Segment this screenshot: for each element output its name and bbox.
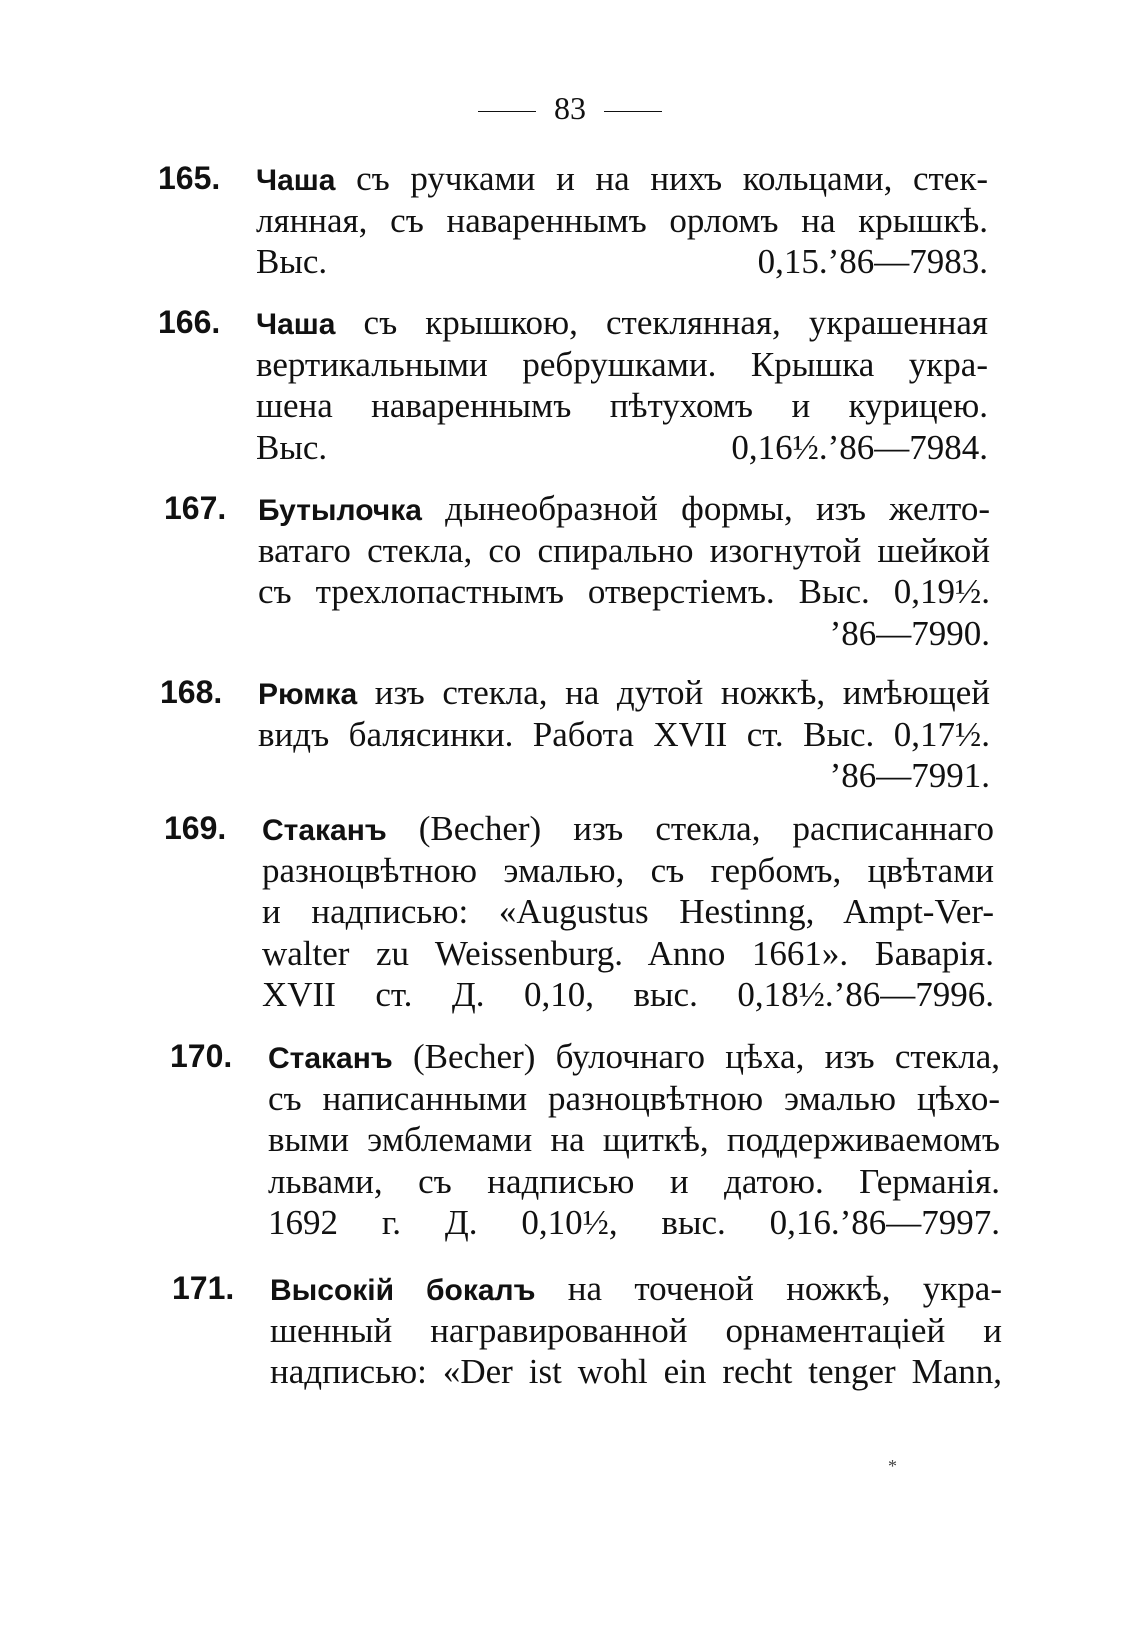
header-rule-right bbox=[604, 111, 662, 112]
entry-text: Высокій бокалъ на точеной ножкѣ, укра- шенный награвированной орнаментаціей и надписью: «Der ist wohl ein recht tenger Mann, bbox=[270, 1269, 1002, 1391]
entry-title: Высокій бокалъ bbox=[270, 1274, 536, 1307]
entry-number: 167. bbox=[164, 490, 227, 526]
entry-number: 168. bbox=[160, 674, 223, 710]
entry-text: Стаканъ (Becher) изъ стекла, расписаннаго разноцвѣтною эмалью, съ гербомъ, цвѣтами и надписью: «Augustus Hestinng, Ampt-Ver- walter zu Weissenburg. Anno 1661». Баварія. XVII ст. Д. 0,10, выс. 0,18½.’86—7996. bbox=[262, 809, 994, 1014]
entry-title: Стаканъ bbox=[262, 814, 387, 847]
inventory-number: ’86—7997. bbox=[839, 1203, 1000, 1242]
measure: Выс. 0,16½. bbox=[256, 427, 828, 467]
entry-number: 170. bbox=[170, 1038, 233, 1074]
entry-text: Бутылочка дынеобразной формы, изъ желто- ватаго стекла, со спирально изогнутой шейкой съ трехлопастнымъ отверстіемъ. Выс. 0,19½. ’86—7990. bbox=[258, 489, 990, 653]
measure: XVII ст. Д. 0,10, выс. 0,18½. bbox=[262, 975, 834, 1014]
page-header bbox=[0, 88, 1140, 128]
entry-text: Стаканъ (Becher) булочнаго цѣха, изъ стекла, съ написанными разноцвѣтною эмалью цѣхо- выми эмблемами на щиткѣ, поддерживаемомъ львами, съ надписью и датою. Германія. 1692 г. Д. 0,10½, выс. 0,16.’86—7997. bbox=[268, 1037, 1000, 1242]
entry-title: Чаша bbox=[256, 308, 336, 341]
measure: 1692 г. Д. 0,10½, выс. 0,16. bbox=[268, 1203, 840, 1242]
entry-title: Стаканъ bbox=[268, 1042, 393, 1075]
inventory-number: ’86—7991. bbox=[829, 756, 990, 795]
page-number: 83 bbox=[554, 90, 586, 126]
entry-title: Рюмка bbox=[258, 678, 358, 711]
entry-number: 169. bbox=[164, 810, 227, 846]
entry-number: 166. bbox=[158, 304, 221, 340]
inventory-number: ’86—7983. bbox=[827, 242, 988, 281]
header-rule-left bbox=[478, 111, 536, 112]
entry-text: Рюмка изъ стекла, на дутой ножкѣ, имѣющей видъ балясинки. Работа XVII ст. Выс. 0,17½. ’86—7991. bbox=[258, 673, 990, 795]
inventory-number: ’86—7996. bbox=[833, 975, 994, 1014]
entry-text: Чаша съ крышкою, стеклянная, украшенная вертикальными ребрушками. Крышка укра- шена навареннымъ пѣтухомъ и курицею. Выс. 0,16½.’86—7984. bbox=[256, 303, 988, 467]
footer-mark: * bbox=[888, 1456, 897, 1476]
entry-title: Бутылочка bbox=[258, 494, 422, 527]
entry-number: 165. bbox=[158, 160, 221, 196]
entry-number: 171. bbox=[172, 1270, 235, 1306]
inventory-number: ’86—7984. bbox=[827, 427, 988, 467]
entry-title: Чаша bbox=[256, 164, 336, 197]
inventory-number: ’86—7990. bbox=[829, 613, 990, 653]
measure: Выс. 0,15. bbox=[256, 242, 828, 281]
entry-text: Чаша съ ручками и на нихъ кольцами, стек- лянная, съ навареннымъ орломъ на крышкѣ. Выс. 0,15.’86—7983. bbox=[256, 159, 988, 281]
